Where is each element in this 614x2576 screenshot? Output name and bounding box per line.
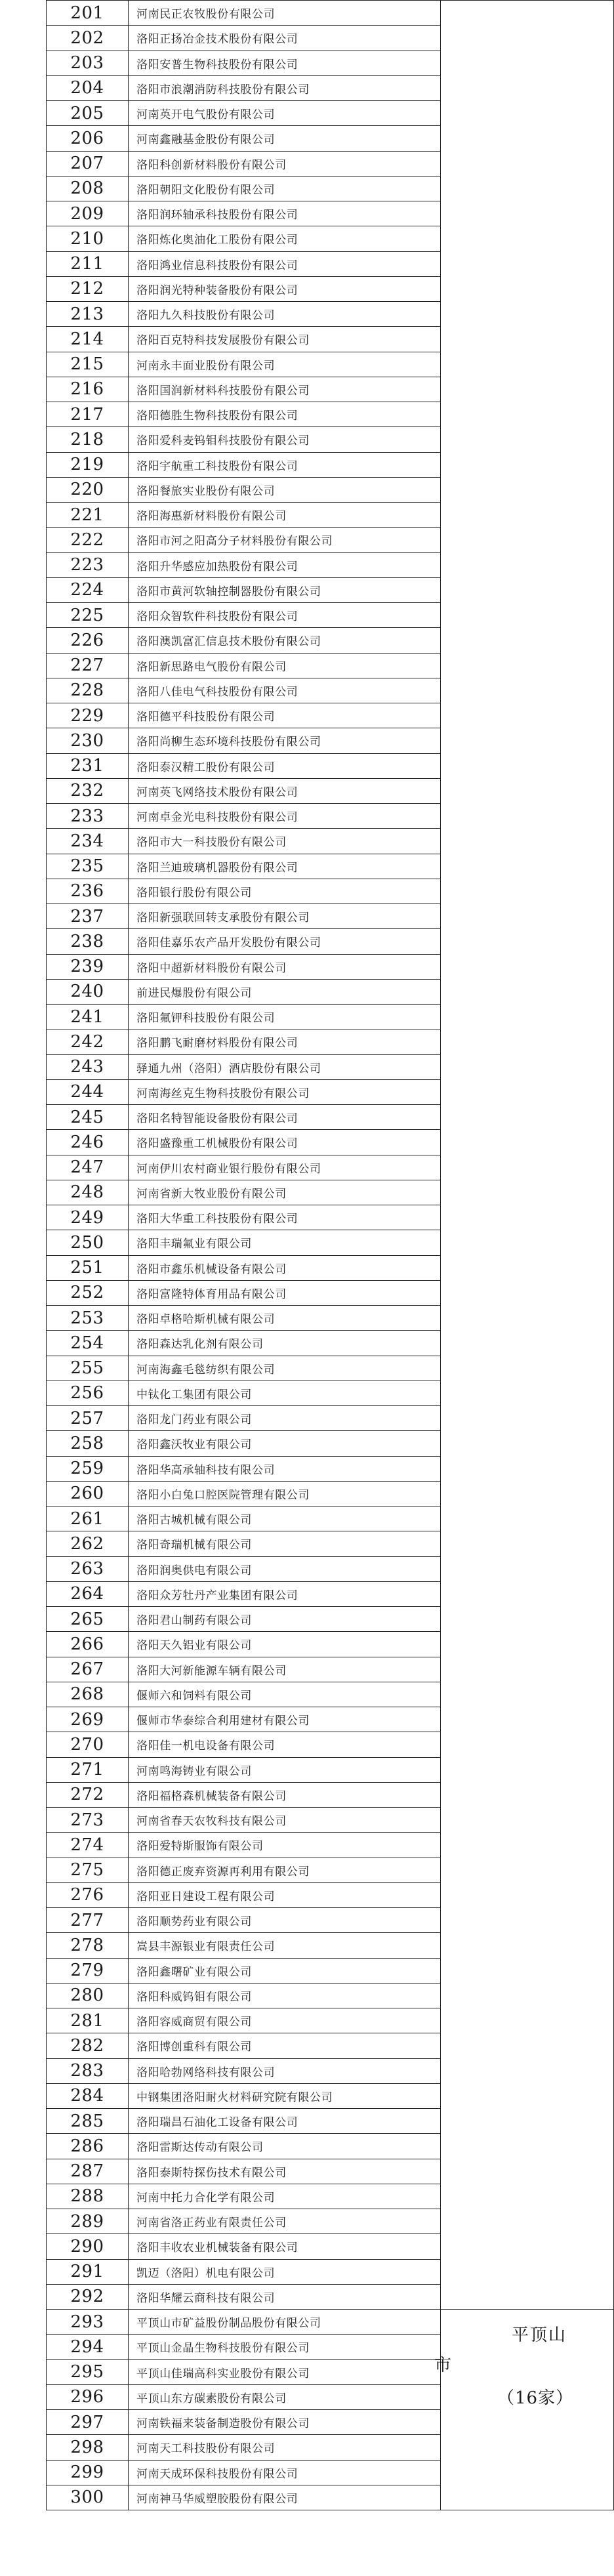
company-name: 平顶山佳瑞高科实业股份有限公司 — [129, 2359, 441, 2384]
row-number: 278 — [47, 1933, 129, 1958]
row-number: 251 — [47, 1255, 129, 1280]
company-name: 洛阳哈勃网络科技有限公司 — [129, 2058, 441, 2083]
company-name: 洛阳朝阳文化股份有限公司 — [129, 176, 441, 201]
row-number: 252 — [47, 1280, 129, 1305]
row-number: 299 — [47, 2460, 129, 2485]
company-name: 平顶山市矿益股份制品股份有限公司 — [129, 2310, 441, 2335]
region-cell-blank — [441, 1, 614, 2310]
row-number: 212 — [47, 276, 129, 301]
row-number: 285 — [47, 2109, 129, 2134]
company-name: 中钢集团洛阳耐火材料研究院有限公司 — [129, 2083, 441, 2108]
row-number: 253 — [47, 1306, 129, 1331]
company-name: 洛阳正扬冶金技术股份有限公司 — [129, 26, 441, 51]
company-name: 洛阳华高承轴科技有限公司 — [129, 1456, 441, 1481]
row-number: 207 — [47, 151, 129, 176]
row-number: 228 — [47, 678, 129, 703]
company-name: 凯迈（洛阳）机电有限公司 — [129, 2259, 441, 2284]
company-name: 洛阳市大一科技股份有限公司 — [129, 829, 441, 854]
row-number: 271 — [47, 1757, 129, 1782]
row-number: 292 — [47, 2284, 129, 2309]
row-number: 203 — [47, 51, 129, 75]
row-number: 289 — [47, 2209, 129, 2234]
company-name: 洛阳鸿业信息科技股份有限公司 — [129, 251, 441, 276]
row-number: 248 — [47, 1180, 129, 1205]
row-number: 274 — [47, 1833, 129, 1858]
company-name: 洛阳森达乳化剂有限公司 — [129, 1331, 441, 1356]
row-number: 288 — [47, 2184, 129, 2209]
company-name: 洛阳银行股份有限公司 — [129, 879, 441, 904]
row-number: 293 — [47, 2310, 129, 2335]
company-name: 洛阳百克特科技发展股份有限公司 — [129, 327, 441, 352]
company-name: 河南鸣海铸业有限公司 — [129, 1757, 441, 1782]
company-name: 河南伊川农村商业银行股份有限公司 — [129, 1155, 441, 1180]
row-number: 219 — [47, 452, 129, 477]
company-name: 河南永丰面业股份有限公司 — [129, 352, 441, 377]
company-name: 洛阳丰收农业机械装备有限公司 — [129, 2234, 441, 2259]
row-number: 279 — [47, 1958, 129, 1983]
row-number: 291 — [47, 2259, 129, 2284]
row-number: 263 — [47, 1556, 129, 1581]
company-name: 偃师市华泰综合利用建材有限公司 — [129, 1707, 441, 1732]
row-number: 273 — [47, 1808, 129, 1833]
row-number: 250 — [47, 1230, 129, 1255]
company-name: 洛阳宇航重工科技股份有限公司 — [129, 452, 441, 477]
company-name: 洛阳润奥供电有限公司 — [129, 1556, 441, 1581]
company-name: 洛阳安普生物科技股份有限公司 — [129, 51, 441, 75]
row-number: 220 — [47, 477, 129, 502]
company-name: 洛阳君山制药有限公司 — [129, 1607, 441, 1632]
company-name: 洛阳润环轴承科技股份有限公司 — [129, 201, 441, 226]
company-name: 洛阳佳一机电设备有限公司 — [129, 1732, 441, 1757]
company-name: 河南英飞网络技术股份有限公司 — [129, 778, 441, 803]
row-number: 286 — [47, 2134, 129, 2159]
company-name: 洛阳博创重科有限公司 — [129, 2033, 441, 2058]
row-number: 295 — [47, 2359, 129, 2384]
company-name: 洛阳华耀云商科技有限公司 — [129, 2284, 441, 2309]
row-number: 260 — [47, 1481, 129, 1506]
company-name: 洛阳众芳牡丹产业集团有限公司 — [129, 1581, 441, 1606]
row-number: 240 — [47, 979, 129, 1004]
row-number: 284 — [47, 2083, 129, 2108]
row-number: 281 — [47, 2008, 129, 2033]
company-name: 洛阳奇瑞机械有限公司 — [129, 1531, 441, 1556]
company-name: 中钛化工集团有限公司 — [129, 1381, 441, 1405]
company-name: 平顶山金晶生物科技股份有限公司 — [129, 2335, 441, 2359]
company-name: 河南中托力合化学有限公司 — [129, 2184, 441, 2209]
company-name: 洛阳中超新材料股份有限公司 — [129, 954, 441, 979]
company-name: 洛阳澳凯富汇信息技术股份有限公司 — [129, 628, 441, 653]
company-name: 洛阳富隆特体育用品有限公司 — [129, 1280, 441, 1305]
company-name: 洛阳丰瑞氟业有限公司 — [129, 1230, 441, 1255]
company-name: 洛阳大华重工科技股份有限公司 — [129, 1205, 441, 1230]
company-name: 洛阳泰斯特探伤技术有限公司 — [129, 2159, 441, 2184]
row-number: 230 — [47, 728, 129, 753]
row-number: 211 — [47, 251, 129, 276]
company-name: 洛阳雷斯达传动有限公司 — [129, 2134, 441, 2159]
company-name: 洛阳大河新能源车辆有限公司 — [129, 1657, 441, 1682]
row-number: 264 — [47, 1581, 129, 1606]
row-number: 247 — [47, 1155, 129, 1180]
company-name: 河南民正农牧股份有限公司 — [129, 1, 441, 26]
company-name: 洛阳升华感应加热股份有限公司 — [129, 552, 441, 577]
company-name: 偃师六和饲料有限公司 — [129, 1682, 441, 1707]
row-number: 269 — [47, 1707, 129, 1732]
company-name: 洛阳德正废弃资源再利用有限公司 — [129, 1858, 441, 1882]
table-row — [47, 2310, 614, 2335]
company-name: 洛阳尚柳生态环境科技股份有限公司 — [129, 728, 441, 753]
row-number: 266 — [47, 1632, 129, 1657]
company-name: 嵩县丰源银业有限责任公司 — [129, 1933, 441, 1958]
company-name: 驿通九州（洛阳）酒店股份有限公司 — [129, 1054, 441, 1079]
row-number: 290 — [47, 2234, 129, 2259]
row-number: 206 — [47, 126, 129, 151]
company-name: 河南省春天农牧科技有限公司 — [129, 1808, 441, 1833]
company-name: 洛阳润光特种装备股份有限公司 — [129, 276, 441, 301]
company-name: 河南省洛正药业有限责任公司 — [129, 2209, 441, 2234]
row-number: 255 — [47, 1356, 129, 1381]
row-number: 283 — [47, 2058, 129, 2083]
row-number: 244 — [47, 1079, 129, 1104]
company-name: 洛阳众智软件科技股份有限公司 — [129, 603, 441, 628]
row-number: 245 — [47, 1105, 129, 1130]
company-name: 洛阳佳嘉乐农产品开发股份有限公司 — [129, 929, 441, 954]
row-number: 213 — [47, 302, 129, 327]
row-number: 268 — [47, 1682, 129, 1707]
company-name: 河南海鑫毛毯纺织有限公司 — [129, 1356, 441, 1381]
row-number: 249 — [47, 1205, 129, 1230]
company-name: 洛阳炼化奥油化工股份有限公司 — [129, 226, 441, 251]
row-number: 209 — [47, 201, 129, 226]
company-name: 洛阳鑫沃牧业有限公司 — [129, 1431, 441, 1456]
company-name: 洛阳八佳电气科技股份有限公司 — [129, 678, 441, 703]
row-number: 208 — [47, 176, 129, 201]
row-number: 265 — [47, 1607, 129, 1632]
region-city-name: 平顶山 — [512, 2325, 567, 2345]
company-name: 洛阳福格森机械装备有限公司 — [129, 1782, 441, 1807]
company-name: 河南卓金光电科技股份有限公司 — [129, 804, 441, 829]
region-label — [434, 2310, 613, 2510]
company-name: 平顶山东方碳素股份有限公司 — [129, 2384, 441, 2409]
row-number: 298 — [47, 2435, 129, 2460]
row-number: 275 — [47, 1858, 129, 1882]
company-name: 洛阳名特智能设备股份有限公司 — [129, 1105, 441, 1130]
row-number: 204 — [47, 75, 129, 100]
row-number: 229 — [47, 703, 129, 728]
company-name: 洛阳古城机械有限公司 — [129, 1506, 441, 1531]
row-number: 237 — [47, 904, 129, 929]
company-name: 洛阳天久铝业有限公司 — [129, 1632, 441, 1657]
company-name: 洛阳小白兔口腔医院管理有限公司 — [129, 1481, 441, 1506]
row-number: 239 — [47, 954, 129, 979]
company-name: 洛阳市鑫乐机械设备有限公司 — [129, 1255, 441, 1280]
company-name: 河南铁福来装备制造股份有限公司 — [129, 2410, 441, 2435]
row-number: 223 — [47, 552, 129, 577]
company-name: 洛阳瑞昌石油化工设备有限公司 — [129, 2109, 441, 2134]
region-city-suffix: 市 — [434, 2356, 452, 2375]
company-name: 洛阳盛豫重工机械股份有限公司 — [129, 1130, 441, 1155]
company-name: 河南天工科技股份有限公司 — [129, 2435, 441, 2460]
row-number: 215 — [47, 352, 129, 377]
company-name: 洛阳亚日建设工程有限公司 — [129, 1882, 441, 1907]
region-cell — [434, 2310, 614, 2510]
row-number: 296 — [47, 2384, 129, 2409]
row-number: 225 — [47, 603, 129, 628]
row-number: 259 — [47, 1456, 129, 1481]
company-name: 河南神马华威塑胶股份有限公司 — [129, 2485, 441, 2510]
row-number: 218 — [47, 427, 129, 452]
company-table-body — [47, 1, 614, 2510]
row-number: 262 — [47, 1531, 129, 1556]
row-number: 300 — [47, 2485, 129, 2510]
company-name: 洛阳新强联回转支承股份有限公司 — [129, 904, 441, 929]
row-number: 201 — [47, 1, 129, 26]
company-name: 洛阳国润新材料科技股份有限公司 — [129, 377, 441, 402]
company-name: 河南海丝克生物科技股份有限公司 — [129, 1079, 441, 1104]
row-number: 241 — [47, 1005, 129, 1029]
row-number: 256 — [47, 1381, 129, 1405]
company-name: 河南英开电气股份有限公司 — [129, 101, 441, 126]
company-name: 洛阳龙门药业有限公司 — [129, 1406, 441, 1431]
row-number: 233 — [47, 804, 129, 829]
company-name: 前进民爆股份有限公司 — [129, 979, 441, 1004]
row-number: 297 — [47, 2410, 129, 2435]
company-name: 洛阳爱科麦钨钼科技股份有限公司 — [129, 427, 441, 452]
row-number: 280 — [47, 1983, 129, 2008]
company-name: 洛阳餐旅实业股份有限公司 — [129, 477, 441, 502]
row-number: 216 — [47, 377, 129, 402]
row-number: 243 — [47, 1054, 129, 1079]
row-number: 226 — [47, 628, 129, 653]
row-number: 257 — [47, 1406, 129, 1431]
row-number: 224 — [47, 577, 129, 602]
row-number: 231 — [47, 753, 129, 778]
row-number: 217 — [47, 402, 129, 427]
row-number: 282 — [47, 2033, 129, 2058]
row-number: 287 — [47, 2159, 129, 2184]
company-name: 洛阳新思路电气股份有限公司 — [129, 653, 441, 678]
row-number: 232 — [47, 778, 129, 803]
row-number: 202 — [47, 26, 129, 51]
company-name: 洛阳德平科技股份有限公司 — [129, 703, 441, 728]
row-number: 276 — [47, 1882, 129, 1907]
table-row — [47, 1, 614, 26]
company-name: 洛阳泰汉精工股份有限公司 — [129, 753, 441, 778]
row-number: 235 — [47, 854, 129, 879]
row-number: 246 — [47, 1130, 129, 1155]
row-number: 238 — [47, 929, 129, 954]
row-number: 205 — [47, 101, 129, 126]
company-name: 洛阳鑫曙矿业有限公司 — [129, 1958, 441, 1983]
row-number: 277 — [47, 1908, 129, 1933]
company-name: 洛阳市黄河软轴控制器股份有限公司 — [129, 577, 441, 602]
company-name: 洛阳科创新材料股份有限公司 — [129, 151, 441, 176]
company-table — [46, 0, 614, 2510]
company-name: 河南鑫融基金股份有限公司 — [129, 126, 441, 151]
row-number: 210 — [47, 226, 129, 251]
company-name: 洛阳鹏飞耐磨材料股份有限公司 — [129, 1029, 441, 1054]
company-name: 洛阳顺势药业有限公司 — [129, 1908, 441, 1933]
row-number: 222 — [47, 528, 129, 552]
row-number: 234 — [47, 829, 129, 854]
row-number: 242 — [47, 1029, 129, 1054]
company-name: 洛阳科威钨钼有限公司 — [129, 1983, 441, 2008]
row-number: 258 — [47, 1431, 129, 1456]
company-name: 洛阳卓格哈斯机械有限公司 — [129, 1306, 441, 1331]
company-name: 洛阳九久科技股份有限公司 — [129, 302, 441, 327]
row-number: 270 — [47, 1732, 129, 1757]
row-number: 254 — [47, 1331, 129, 1356]
company-name: 河南天成环保科技股份有限公司 — [129, 2460, 441, 2485]
row-number: 294 — [47, 2335, 129, 2359]
row-number: 236 — [47, 879, 129, 904]
row-number: 267 — [47, 1657, 129, 1682]
company-name: 洛阳市浪潮消防科技股份有限公司 — [129, 75, 441, 100]
row-number: 227 — [47, 653, 129, 678]
region-company-count: （16家） — [497, 2388, 574, 2408]
company-name: 洛阳氟钾科技股份有限公司 — [129, 1005, 441, 1029]
company-name: 河南省新大牧业股份有限公司 — [129, 1180, 441, 1205]
company-name: 洛阳市河之阳高分子材料股份有限公司 — [129, 528, 441, 552]
company-name: 洛阳爱特斯服饰有限公司 — [129, 1833, 441, 1858]
row-number: 214 — [47, 327, 129, 352]
company-name: 洛阳德胜生物科技股份有限公司 — [129, 402, 441, 427]
company-name: 洛阳海惠新材料股份有限公司 — [129, 503, 441, 528]
row-number: 272 — [47, 1782, 129, 1807]
row-number: 261 — [47, 1506, 129, 1531]
row-number: 221 — [47, 503, 129, 528]
company-name: 洛阳容威商贸有限公司 — [129, 2008, 441, 2033]
company-name: 洛阳兰迪玻璃机器股份有限公司 — [129, 854, 441, 879]
